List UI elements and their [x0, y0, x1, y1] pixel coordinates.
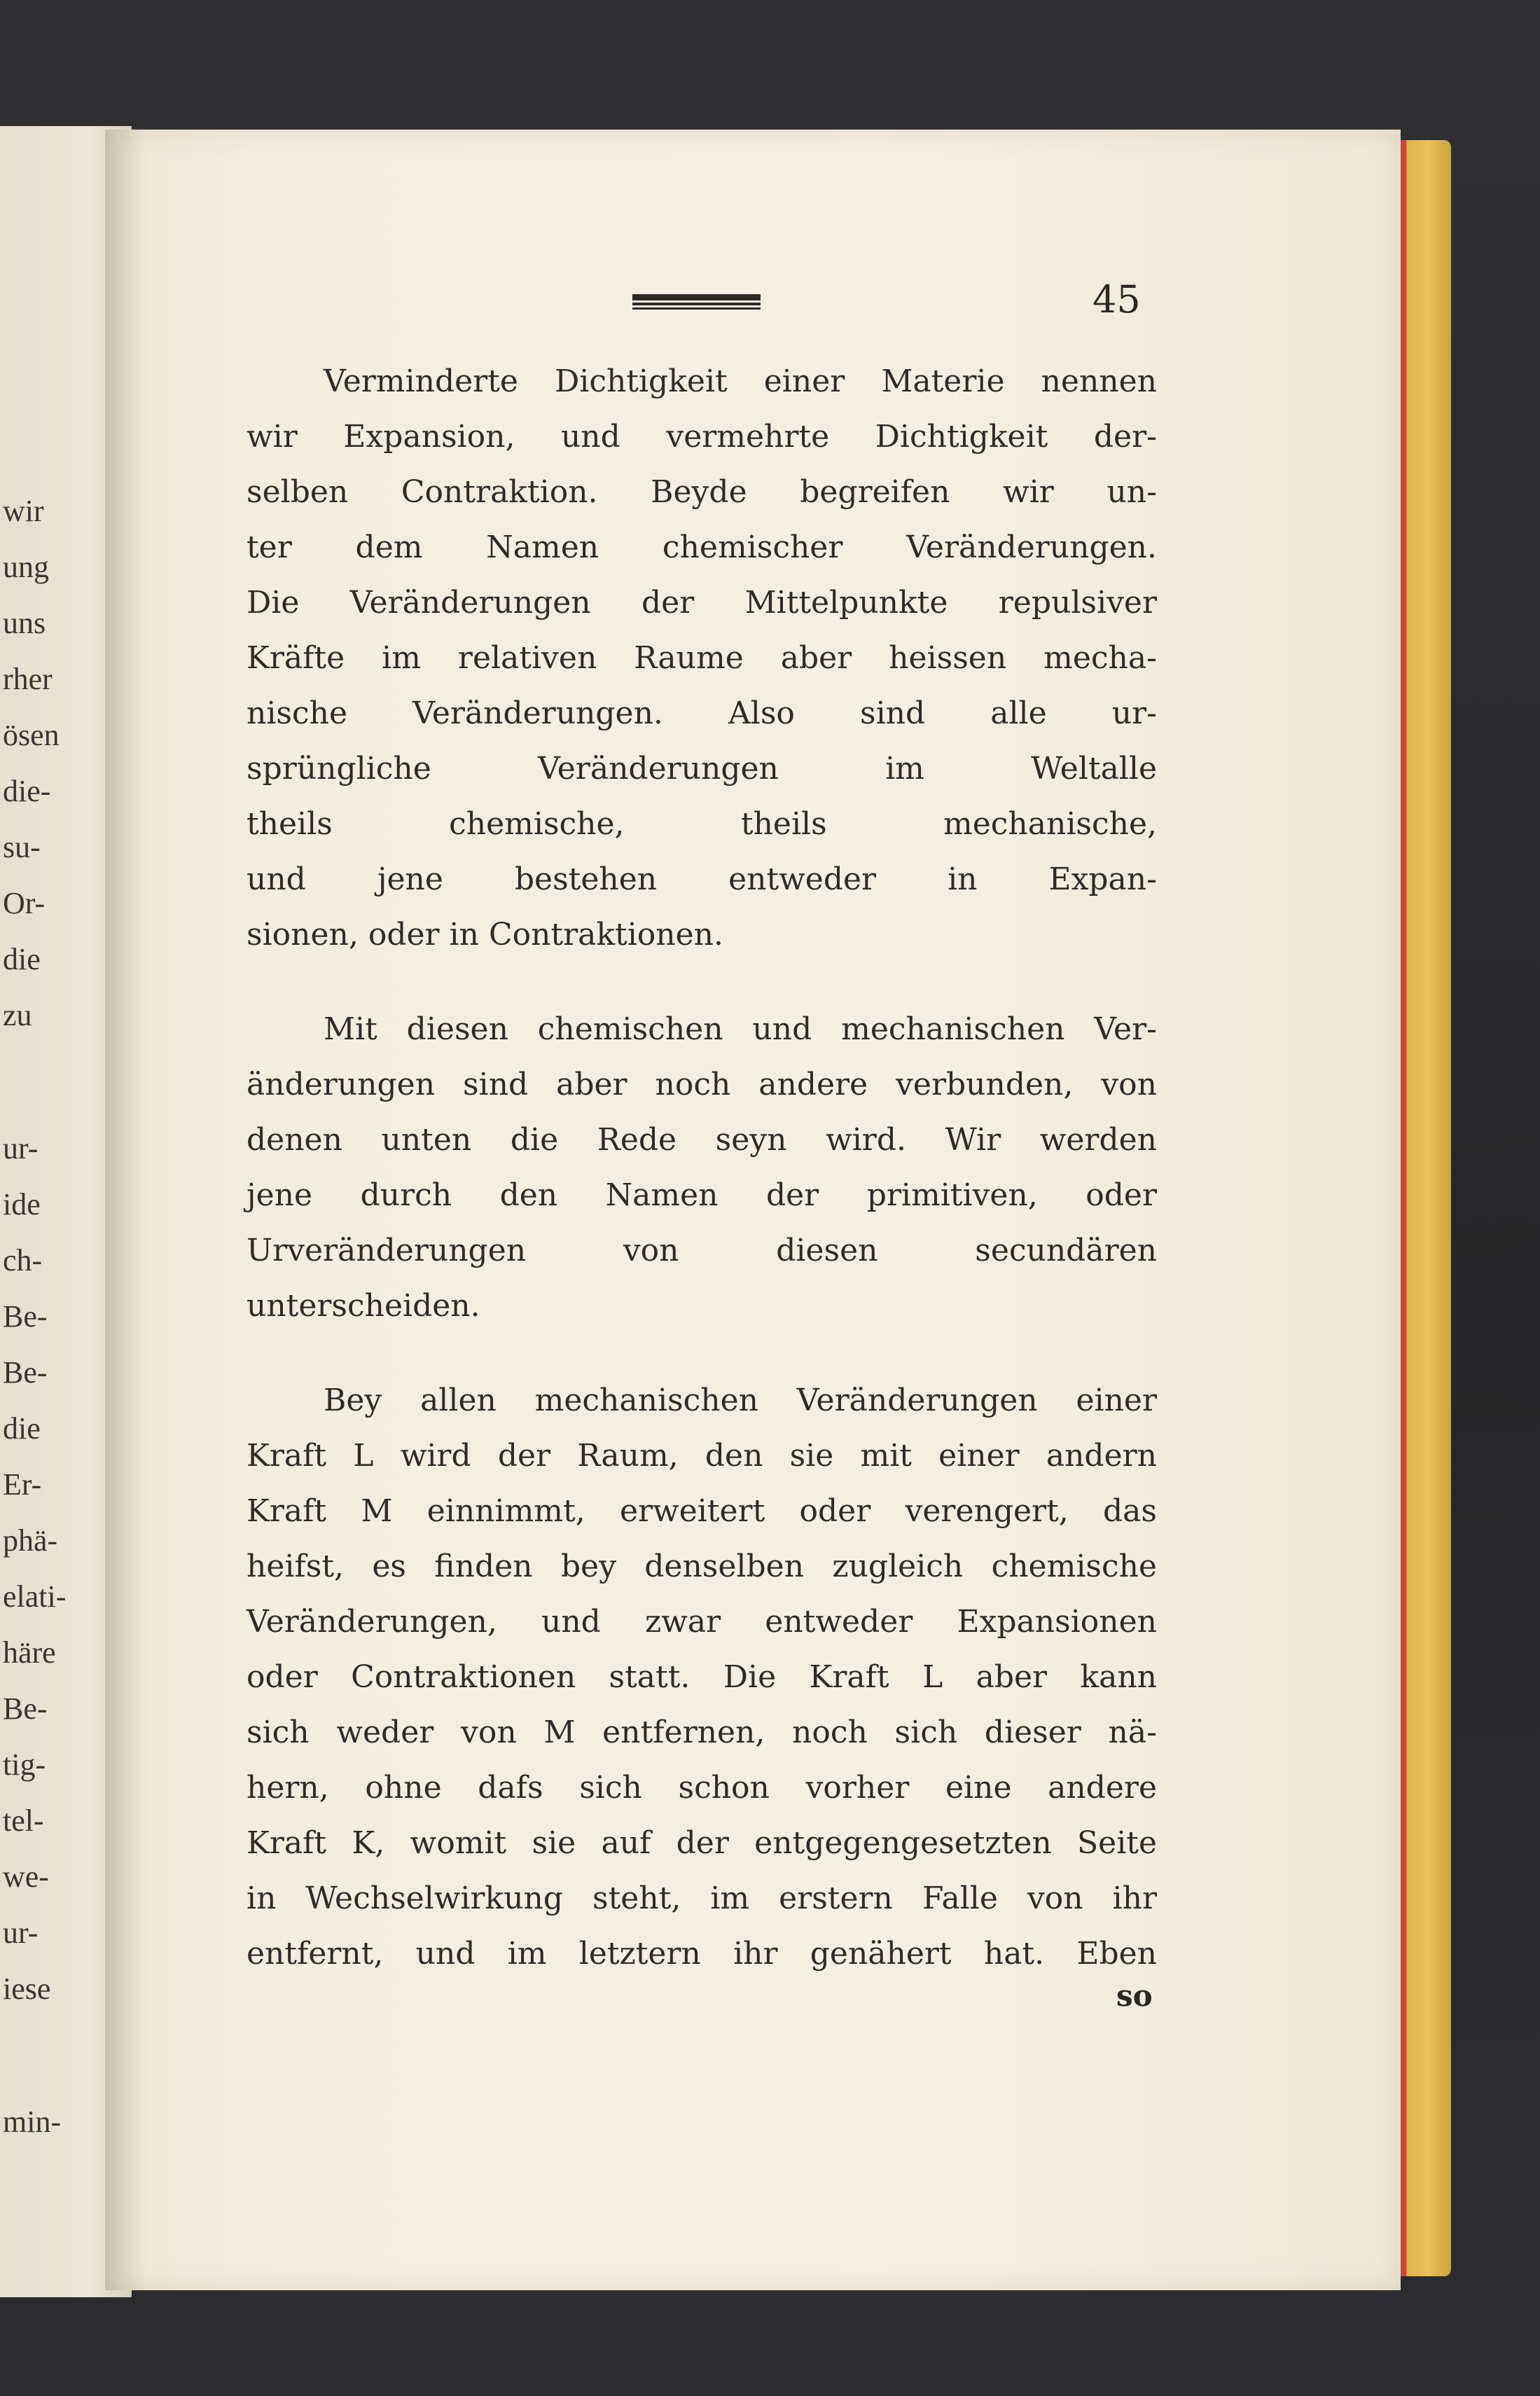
text-line: unterscheiden. — [247, 1288, 480, 1324]
left-line: häre — [3, 1635, 56, 1670]
left-line: zu — [3, 998, 32, 1032]
left-line: Er- — [3, 1467, 42, 1502]
left-line: elati- — [3, 1579, 67, 1614]
text-line: entfernt, und im letztern ihr genähert hat. Eben — [247, 1936, 1157, 1972]
text-line: heifst, es finden bey denselben zugleich chemische — [247, 1549, 1157, 1584]
text-line: jene durch den Namen der primitiven, oder — [247, 1177, 1157, 1213]
left-line: Be- — [3, 1355, 48, 1390]
text-line: in Wechselwirkung steht, im erstern Falle von ihr — [247, 1881, 1157, 1916]
text-line: Urveränderungen von diesen secundären — [247, 1233, 1157, 1268]
text-line: oder Contraktionen statt. Die Kraft L aber kann — [247, 1659, 1157, 1695]
text-line: Die Veränderungen der Mittelpunkte repulsiver — [247, 585, 1157, 621]
left-line: su- — [3, 830, 41, 864]
left-line: Be- — [3, 1299, 48, 1334]
left-line: ösen — [3, 718, 60, 752]
left-line: die- — [3, 774, 51, 808]
header-ornament — [632, 293, 761, 311]
text-line: ter dem Namen chemischer Veränderungen. — [247, 529, 1157, 565]
left-line: rher — [3, 662, 53, 696]
text-line: wir Expansion, und vermehrte Dichtigkeit der- — [247, 419, 1157, 455]
text-line: selben Contraktion. Beyde begreifen wir un- — [247, 474, 1157, 510]
text-line: Bey allen mechanischen Veränderungen einer — [324, 1383, 1157, 1418]
text-line: Kraft M einnimmt, erweitert oder verengert, das — [247, 1493, 1157, 1529]
left-line: uns — [3, 606, 46, 640]
text-line: denen unten die Rede seyn wird. Wir werden — [247, 1122, 1157, 1158]
catchword: so — [1116, 1979, 1153, 2013]
text-line: nische Veränderungen. Also sind alle ur- — [247, 695, 1157, 731]
gutter-shadow — [105, 130, 147, 2290]
left-line: tig- — [3, 1747, 46, 1782]
left-line: iese — [3, 1972, 51, 2006]
text-line: Veränderungen, und zwar entweder Expansionen — [247, 1604, 1157, 1640]
paragraph-2 — [247, 1002, 1157, 1334]
left-line: phä- — [3, 1523, 58, 1558]
text-line: Kraft K, womit sie auf der entgegengesetzten Seite — [247, 1825, 1157, 1861]
text-line: und jene bestehen entweder in Expan- — [247, 861, 1157, 897]
text-line: Mit diesen chemischen und mechanischen Ver- — [324, 1011, 1157, 1047]
paragraph-3 — [247, 1373, 1157, 1981]
paragraph-1 — [247, 354, 1157, 962]
left-line: Or- — [3, 886, 46, 920]
text-line: Kräfte im relativen Raume aber heissen mecha- — [247, 640, 1157, 676]
left-line: Be- — [3, 1691, 48, 1726]
left-line: we- — [3, 1860, 49, 1894]
left-page-text — [3, 483, 87, 2150]
left-line: wir — [3, 494, 44, 528]
left-line: die — [3, 1411, 41, 1446]
left-line: ur- — [3, 1131, 39, 1165]
left-line: ur- — [3, 1916, 39, 1950]
text-line: änderungen sind aber noch andere verbunden, von — [247, 1067, 1157, 1102]
text-line: theils chemische, theils mechanische, — [247, 806, 1157, 842]
text-line: sich weder von M entfernen, noch sich dieser nä- — [247, 1715, 1157, 1750]
text-line: sionen, oder in Contraktionen. — [247, 917, 723, 953]
left-line: ch- — [3, 1243, 43, 1277]
left-line: min- — [3, 2105, 62, 2139]
text-line: hern, ohne dafs sich schon vorher eine andere — [247, 1770, 1157, 1806]
text-line: sprüngliche Veränderungen im Weltalle — [247, 751, 1157, 787]
left-line: die — [3, 942, 41, 976]
left-line: tel- — [3, 1803, 44, 1838]
book-edge — [1394, 140, 1451, 2276]
left-line: ung — [3, 550, 49, 584]
page-body — [247, 354, 1157, 2021]
page-number: 45 — [1092, 277, 1141, 321]
left-line: ide — [3, 1187, 41, 1221]
text-line: Verminderte Dichtigkeit einer Materie nennen — [324, 363, 1157, 399]
text-line: Kraft L wird der Raum, den sie mit einer andern — [247, 1438, 1157, 1474]
